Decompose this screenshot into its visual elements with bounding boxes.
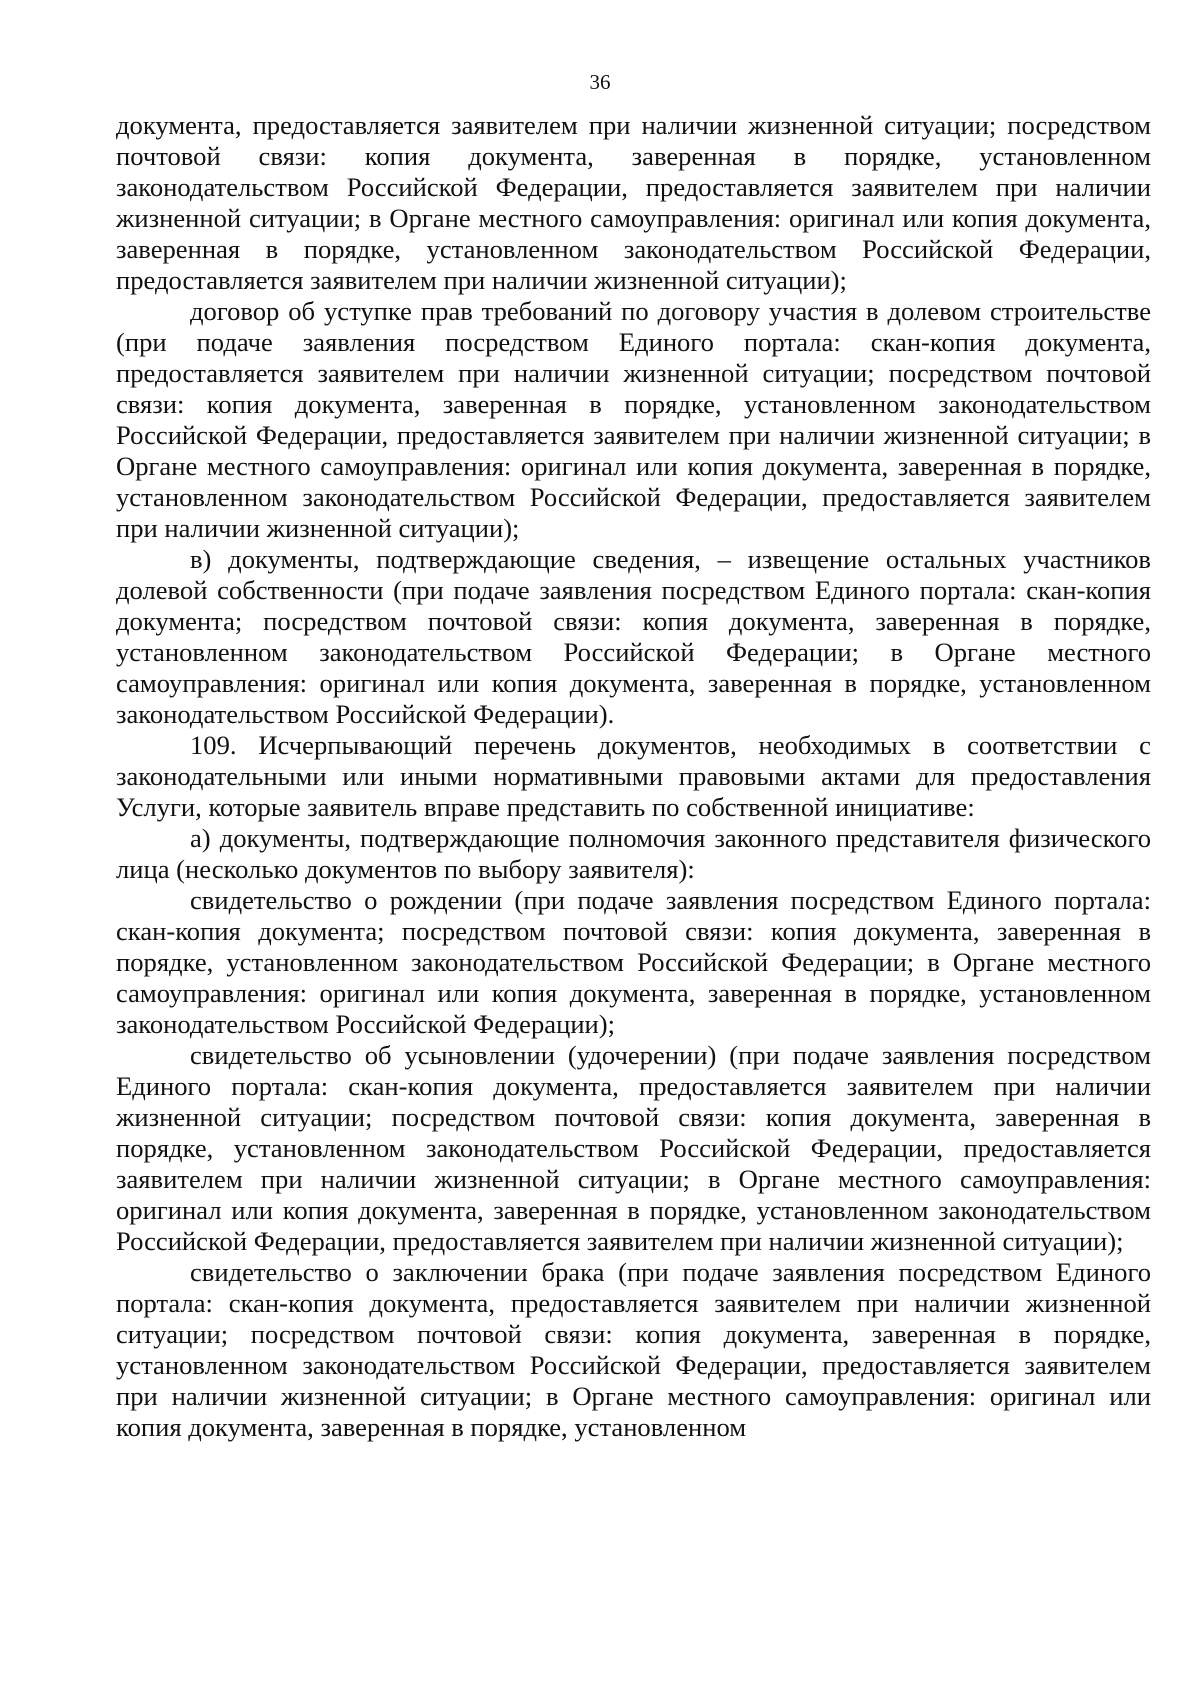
paragraph-continuation: документа, предоставляется заявителем при наличии жизненной ситуации; посредством почтовой связи: копия документа, заверенная в порядке, установленном законодательством Российской Федерации, предоставляется заявителем при наличии жизненной ситуации; в Органе местного самоуправления: оригинал или копия документа, заверенная в порядке, установленном законодательством Российской Федерации, предоставляется заявителем при наличии жизненной ситуации); (116, 110, 1151, 295)
paragraph-representative-documents: а) документы, подтверждающие полномочия законного представителя физического лица (несколько документов по выбору заявителя): (116, 823, 1151, 884)
document-body (116, 110, 1151, 1443)
paragraph-confirming-documents: в) документы, подтверждающие сведения, – извещение остальных участников долевой собственности (при подаче заявления посредством Единого портала: скан-копия документа; посредством почтовой связи: копия документа, заверенная в порядке, установленном законодательством Российской Федерации; в Органе местного самоуправления: оригинал или копия документа, заверенная в порядке, установленном законодательством Российской Федерации). (116, 544, 1151, 729)
paragraph-birth-certificate: свидетельство о рождении (при подаче заявления посредством Единого портала: скан-копия документа; посредством почтовой связи: копия документа, заверенная в порядке, установленном законодательством Российской Федерации; в Органе местного самоуправления: оригинал или копия документа, заверенная в порядке, установленном законодательством Российской Федерации); (116, 885, 1151, 1039)
page-number: 36 (589, 70, 611, 94)
paragraph-adoption-certificate: свидетельство об усыновлении (удочерении) (при подаче заявления посредством Единого портала: скан-копия документа, предоставляется заявителем при наличии жизненной ситуации; посредством почтовой связи: копия документа, заверенная в порядке, установленном законодательством Российской Федерации, предоставляется заявителем при наличии жизненной ситуации; в Органе местного самоуправления: оригинал или копия документа, заверенная в порядке, установленном законодательством Российской Федерации, предоставляется заявителем при наличии жизненной ситуации); (116, 1040, 1151, 1256)
paragraph-assignment-contract: договор об уступке прав требований по договору участия в долевом строительстве (при подаче заявления посредством Единого портала: скан-копия документа, предоставляется заявителем при наличии жизненной ситуации; посредством почтовой связи: копия документа, заверенная в порядке, установленном законодательством Российской Федерации, предоставляется заявителем при наличии жизненной ситуации; в Органе местного самоуправления: оригинал или копия документа, заверенная в порядке, установленном законодательством Российской Федерации, предоставляется заявителем при наличии жизненной ситуации); (116, 296, 1151, 543)
paragraph-item-109: 109. Исчерпывающий перечень документов, необходимых в соответствии с законодательными или иными нормативными правовыми актами для предоставления Услуги, которые заявитель вправе представить по собственной инициативе: (116, 730, 1151, 822)
paragraph-marriage-certificate: свидетельство о заключении брака (при подаче заявления посредством Единого портала: скан-копия документа, предоставляется заявителем при наличии жизненной ситуации; посредством почтовой связи: копия документа, заверенная в порядке, установленном законодательством Российской Федерации, предоставляется заявителем при наличии жизненной ситуации; в Органе местного самоуправления: оригинал или копия документа, заверенная в порядке, установленном (116, 1257, 1151, 1442)
